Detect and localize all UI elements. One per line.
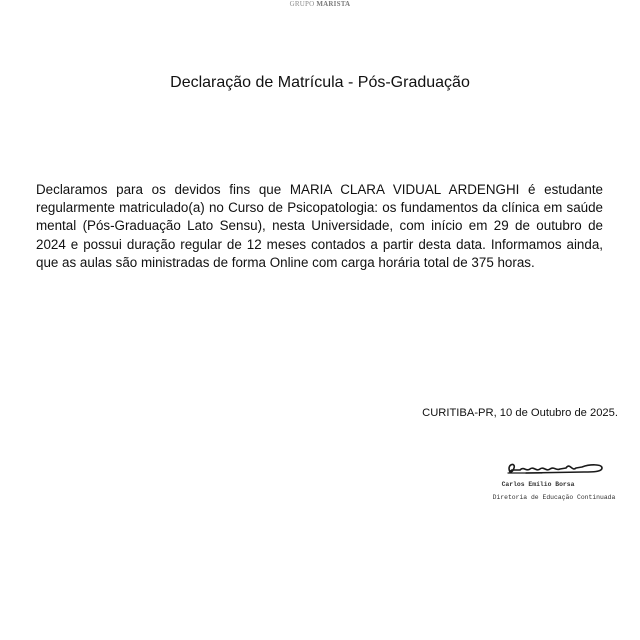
brand-prefix: GRUPO [289,0,315,8]
brand-name: MARISTA [316,0,351,8]
place-date: CURITIBA-PR, 10 de Outubro de 2025. [422,407,618,419]
signer-name: Carlos Emílio Borsa [501,481,575,488]
document-title: Declaração de Matrícula - Pós-Graduação [170,74,470,91]
signature-icon [502,458,606,478]
declaration-body: Declaramos para os devidos fins que MARIA CLARA VIDUAL ARDENGHI é estudante regularmente matriculado(a) no Curso de Psicopatologia: os fundamentos da clínica em saúde mental (Pós-Graduação Lato Sensu), nesta Universidade, com início em 29 de outubro de 2024 e possui duração regular de 12 meses contados a partir desta data. Informamos ainda, que as aulas são ministradas de forma Online com carga horária total de 375 horas. [36,182,603,270]
signer-role: Diretoria de Educação Continuada [492,494,616,501]
brand-header [0,0,640,8]
